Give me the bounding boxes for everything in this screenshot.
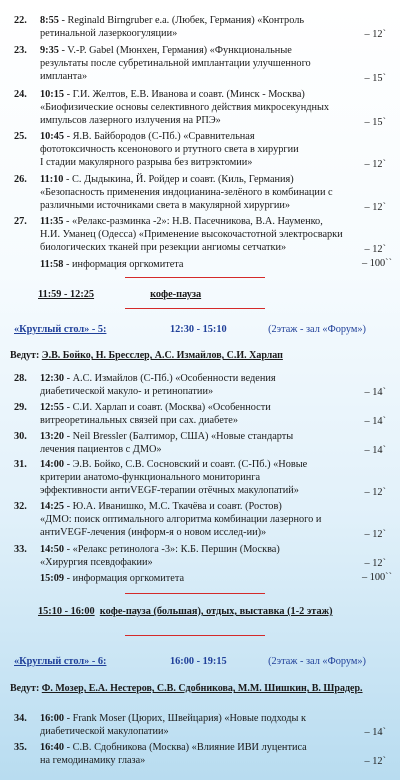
talk-duration: – 14`	[364, 445, 386, 456]
talk-number: 24.	[14, 89, 27, 100]
talk-duration: – 12`	[364, 159, 386, 170]
talk-duration: – 12`	[364, 29, 386, 40]
talk-28	[0, 372, 400, 398]
break-time: 11:59 - 12:25	[38, 289, 95, 300]
divider-line	[125, 277, 265, 278]
talk-number: 30.	[14, 431, 27, 442]
moderators: Ведут: Э.В. Бойко, Н. Бресслер, А.С. Измайлов, С.И. Харлап	[10, 350, 283, 361]
talk-number: 22.	[14, 15, 27, 26]
talk-text: 14:00 - Э.В. Бойко, С.В. Сосновский и соавт. (С-Пб.) «Новые критерии анатомо-функционального мониторинга эффективности антиVEGF-терапии отёчных макулопатий»	[40, 459, 308, 496]
talk-duration: – 12`	[364, 529, 386, 540]
divider-line	[125, 308, 265, 309]
talk-text: 14:25 - Ю.А. Иванишко, М.С. Ткачёва и соавт. (Ростов) «ДМО: поиск оптимального алгоритма комбинации лазерного и антиVEGF-лечения (информ-я о новом исслед-ии)»	[40, 501, 322, 538]
talk-text: 10:45 - Я.В. Байбородов (С-Пб.) «Сравнительная фототоксичность ксенонового и ртутного света в хирургии I стадии макулярного разрыва без витрэктомии»	[40, 131, 299, 168]
talk-text: 13:20 - Neil Bressler (Балтимор, США) «Новые стандарты лечения пациентов с ДМО»	[40, 431, 294, 455]
talk-24	[0, 88, 400, 127]
talk-duration: – 14`	[364, 387, 386, 398]
talk-32	[0, 500, 400, 539]
divider-line	[125, 635, 265, 636]
talk-duration: – 12`	[364, 487, 386, 498]
talk-26	[0, 173, 400, 212]
talk-duration: – 15`	[364, 73, 386, 84]
talk-text: 12:30 - А.С. Измайлов (С-Пб.) «Особенности ведения диабетической макуло- и ретинопатии»	[40, 373, 276, 397]
talk-duration: – 14`	[364, 727, 386, 738]
talk-text: 11:35 - «Релакс-разминка -2»: Н.В. Пасечникова, В.А. Науменко, Н.И. Уманец (Одесса) «Применение высокочастотной электросварки биологических тканей при резекции ангиомы сетчатки»	[40, 216, 343, 253]
talk-number: 31.	[14, 459, 27, 470]
talk-31	[0, 458, 400, 497]
talk-text: 11:10 - С. Дыдыкина, Й. Ройдер и соавт. (Киль, Германия) «Безопасность применения индоцианина-зелёного в комбинации с различными источниками света в макулярной хирургии»	[40, 174, 333, 211]
round-table-title: «Круглый стол» - 5:	[14, 324, 107, 335]
talk-duration: – 14`	[364, 416, 386, 427]
talk-duration: – 12`	[364, 244, 386, 255]
talk-duration: – 12`	[364, 756, 386, 767]
talk-text: 16:00 - Frank Moser (Цюрих, Швейцария) «Новые подходы к диабетической макулопатии»	[40, 713, 306, 737]
talk-text: 16:40 - С.В. Сдобникова (Москва) «Влияние ИВИ луцентиса на гемодинамику глаза»	[40, 742, 307, 766]
talk-number: 23.	[14, 45, 27, 56]
talk-27	[0, 215, 400, 254]
moderators: Ведут: Ф. Мозер, Е.А. Нестеров, С.В. Сдобникова, М.М. Шишкин, В. Шрадер.	[10, 683, 363, 694]
round-table-time: 12:30 - 15:10	[170, 324, 227, 335]
talk-number: 35.	[14, 742, 27, 753]
info-duration: – 100``	[361, 572, 392, 583]
info-organizing-committee: 15:09 - информация оргкомитета	[40, 573, 185, 584]
divider-line	[125, 593, 265, 594]
break-label: кофе-пауза (большая), отдых, выставка (1-2 этаж)	[99, 606, 333, 617]
talk-25	[0, 130, 400, 169]
talk-duration: – 12`	[364, 202, 386, 213]
talk-number: 26.	[14, 174, 27, 185]
talk-29	[0, 401, 400, 427]
talk-number: 34.	[14, 713, 27, 724]
talk-number: 33.	[14, 544, 27, 555]
talk-text: 9:35 - V.-P. Gabel (Мюнхен, Германия) «Функциональные результаты после субретинальной имплантации улучшенного импланта»	[40, 45, 311, 82]
talk-duration: – 12`	[364, 558, 386, 569]
info-organizing-committee: 11:58 - информация оргкомитета	[40, 259, 184, 270]
coffee-break	[38, 288, 201, 301]
coffee-break	[38, 605, 333, 618]
talk-duration: – 15`	[364, 117, 386, 128]
talk-text: 14:50 - «Релакс ретинолога -3»: К.Б. Першин (Москва) «Хирургия псевдофакии»	[40, 544, 280, 568]
talk-number: 32.	[14, 501, 27, 512]
talk-text: 10:15 - Г.И. Желтов, Е.В. Иванова и соавт. (Минск - Москва) «Биофизические основы селективного действия микросекундных импульсов лазерного излучения на РПЭ»	[40, 89, 330, 126]
round-table-hall: (2этаж - зал «Форум»)	[268, 324, 366, 335]
talk-number: 25.	[14, 131, 27, 142]
break-label: кофе-пауза	[150, 289, 202, 300]
talk-22	[0, 14, 400, 40]
talk-text: 8:55 - Reginald Birngruber e.a. (Любек, Германия) «Контроль ретинальной лазеркоогуляции»	[40, 15, 305, 39]
talk-34	[0, 712, 400, 738]
talk-number: 29.	[14, 402, 27, 413]
talk-text: 12:55 - С.И. Харлап и соавт. (Москва) «Особенности витреоретинальных связей при сах. диабете»	[40, 402, 271, 426]
round-table-6-header	[0, 656, 400, 670]
round-table-hall: (2этаж - зал «Форум»)	[268, 656, 366, 667]
talk-number: 27.	[14, 216, 27, 227]
talk-35	[0, 741, 400, 767]
break-time: 15:10 - 16:00	[38, 606, 95, 617]
round-table-5-header	[0, 324, 400, 338]
round-table-title: «Круглый стол» - 6:	[14, 656, 107, 667]
talk-number: 28.	[14, 373, 27, 384]
talk-23	[0, 44, 400, 83]
round-table-time: 16:00 - 19:15	[170, 656, 227, 667]
talk-33	[0, 543, 400, 569]
info-duration: – 100``	[361, 258, 392, 269]
talk-30	[0, 430, 400, 456]
